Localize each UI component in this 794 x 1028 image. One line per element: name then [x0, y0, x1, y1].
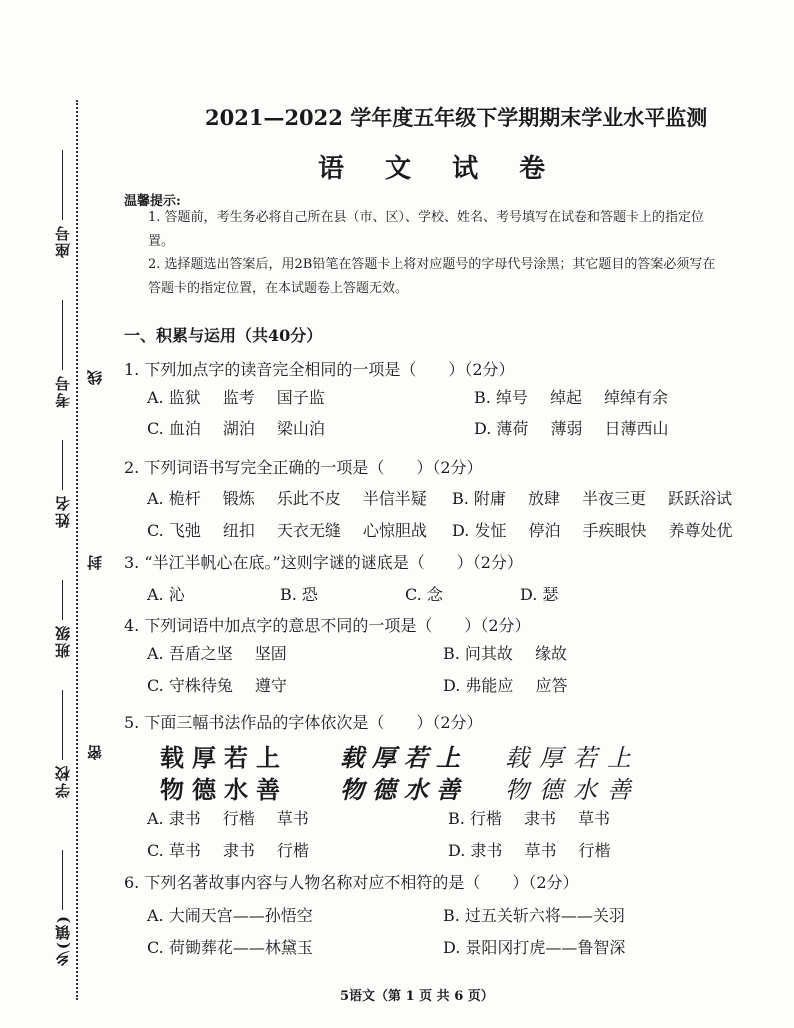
option-text: D. 隶书: [448, 841, 503, 860]
option-text: 绰起: [549, 388, 582, 407]
q4-option-a: [147, 641, 287, 664]
calligraphy-2-line-2: 物德水善: [340, 775, 468, 804]
binding-mark-line: 线: [86, 370, 104, 385]
option-text: A. 吾盾之坚: [147, 644, 233, 663]
option-text: 放肆: [527, 489, 560, 508]
option-text: 缘故: [534, 644, 567, 663]
tip-item-2: [124, 253, 724, 301]
class-field: [52, 580, 73, 662]
option-text: 坚固: [254, 644, 287, 663]
q4-option-d: [443, 673, 567, 696]
option-text: 行楷: [276, 841, 309, 860]
question-5-stem: 5. 下面三幅书法作品的字体依次是（ ）（2分）: [124, 713, 483, 732]
binding-dotted-line: [76, 100, 78, 1000]
option-text: D. 弗能应: [443, 676, 514, 695]
q3-option-d: D. 瑟: [520, 585, 559, 604]
calligraphy-3-line-1: 载厚若上: [505, 744, 641, 772]
option-text: 半夜三更: [581, 489, 646, 508]
option-text: 跃跃浴试: [667, 489, 732, 508]
township-field: [52, 850, 73, 970]
question-3-stem: 3. “半江半帆心在底。”这则字谜的谜底是（ ）（2分）: [124, 553, 523, 572]
option-text: C. 守株待兔: [147, 676, 233, 695]
option-text: 监考: [222, 388, 255, 407]
q5-option-a: [147, 806, 309, 829]
q4-option-c: [147, 673, 287, 696]
option-text: 隶书: [222, 841, 255, 860]
q6-option-d: [443, 935, 625, 958]
q3-option-a: A. 沁: [147, 585, 185, 604]
option-text: 草书: [276, 809, 309, 828]
q2-option-b: [452, 486, 732, 509]
q2-option-c: [147, 518, 427, 541]
seat-number-label: 座号: [54, 224, 72, 258]
option-text: 草书: [577, 809, 610, 828]
option-text: D. 景阳冈打虎——鲁智深: [443, 938, 626, 957]
option-text: D. 薄荷: [474, 419, 529, 438]
question-1-stem: 1. 下列加点字的读音完全相同的一项是（ ）（2分）: [124, 360, 515, 379]
calligraphy-1-line-2: 物德水善: [160, 775, 288, 804]
option-text: 停泊: [528, 521, 561, 540]
option-text: B. 附庸: [452, 489, 506, 508]
q2-option-a: [147, 486, 427, 509]
calligraphy-1-line-1: 载厚若上: [160, 743, 288, 772]
option-text: C. 草书: [147, 841, 201, 860]
option-text: B. 问其故: [443, 644, 513, 663]
binding-mark-secret: 密: [86, 745, 104, 760]
option-text: 心惊胆战: [362, 521, 427, 540]
option-text: 遵守: [254, 676, 287, 695]
q4-option-b: [443, 641, 567, 664]
school-label: 学校: [54, 764, 72, 798]
q3-option-c: C. 念: [405, 585, 443, 604]
option-text: 行楷: [578, 841, 611, 860]
q6-option-b: [443, 903, 625, 926]
q1-option-a: [147, 385, 325, 408]
option-text: 手疾眼快: [582, 521, 647, 540]
option-text: 湖泊: [222, 419, 255, 438]
q5-option-d: [448, 838, 610, 861]
option-text: C. 血泊: [147, 419, 201, 438]
option-text: 行楷: [222, 809, 255, 828]
option-text: 国子监: [276, 388, 325, 407]
student-name-field: [52, 440, 73, 532]
option-text: C. 飞弛: [147, 521, 201, 540]
exam-title: 2021—2022 学年度五年级下学期期末学业水平监测: [205, 105, 708, 130]
q1-option-b: [474, 385, 668, 408]
q3-option-b: B. 恐: [280, 585, 318, 604]
school-field: [52, 690, 73, 802]
calligraphy-2-line-1: 载厚若上: [340, 743, 468, 772]
exam-number-label: 考号: [54, 374, 72, 408]
township-label: 乡(镇): [54, 914, 72, 967]
option-text: 草书: [524, 841, 557, 860]
option-text: A. 监狱: [147, 388, 201, 407]
option-text: 天衣无缝: [276, 521, 341, 540]
q2-option-d: [452, 518, 732, 541]
option-text: 半信半疑: [362, 489, 427, 508]
question-2-stem: 2. 下列词语书写完全正确的一项是（ ）（2分）: [124, 458, 483, 477]
student-name-label: 姓名: [54, 494, 72, 528]
option-text: B. 过五关斩六将——关羽: [443, 906, 625, 925]
option-text: A. 隶书: [147, 809, 201, 828]
q6-option-c: [147, 935, 313, 958]
option-text: 日薄西山: [604, 419, 669, 438]
option-text: A. 桅杆: [147, 489, 201, 508]
tips-heading: 温馨提示:: [124, 194, 181, 209]
option-text: B. 绰号: [474, 388, 528, 407]
question-6-stem: 6. 下列名著故事内容与人物名称对应不相符的是（ ）（2分）: [124, 873, 579, 892]
option-text: 乐此不皮: [276, 489, 341, 508]
section-title: 一、积累与运用（共40分）: [124, 326, 323, 345]
q1-option-c: [147, 416, 325, 439]
q1-option-d: [474, 416, 668, 439]
calligraphy-3-line-2: 物德水善: [505, 776, 641, 804]
option-text: B. 行楷: [448, 809, 502, 828]
class-label: 班级: [54, 624, 72, 658]
option-text: 梁山泊: [276, 419, 325, 438]
q5-option-b: [448, 806, 610, 829]
q5-option-c: [147, 838, 309, 861]
option-text: 纽扣: [222, 521, 255, 540]
option-text: A. 大闹天宫——孙悟空: [147, 906, 313, 925]
tip-item-1: [124, 206, 724, 254]
exam-subtitle: 语 文 试 卷: [318, 154, 562, 184]
option-text: 隶书: [523, 809, 556, 828]
option-text: D. 发怔: [452, 521, 507, 540]
question-4-stem: 4. 下列词语中加点字的意思不同的一项是（ ）（2分）: [124, 616, 531, 635]
option-text: 绰绰有余: [603, 388, 668, 407]
option-text: 薄弱: [550, 419, 583, 438]
option-text: C. 荷锄葬花——林黛玉: [147, 938, 313, 957]
exam-number-field: [52, 300, 73, 412]
option-text: 养尊处优: [668, 521, 733, 540]
page-footer: 5语文（第 1 页 共 6 页）: [340, 989, 494, 1004]
seat-number-field: [52, 150, 73, 262]
option-text: 应答: [535, 676, 568, 695]
tip-text-2: 2. 选择题选出答案后，用2B铅笔在答题卡上将对应题号的字母代号涂黑；其它题目的答案必须写在答题卡的指定位置，在本试题卷上答题无效。: [148, 257, 716, 296]
q6-option-a: [147, 903, 313, 926]
binding-mark-seal: 封: [86, 555, 104, 570]
tip-text-1: 1. 答题前，考生务必将自己所在县（市、区）、学校、姓名、考号填写在试卷和答题卡上的指定位置。: [148, 210, 705, 249]
option-text: 锻炼: [222, 489, 255, 508]
